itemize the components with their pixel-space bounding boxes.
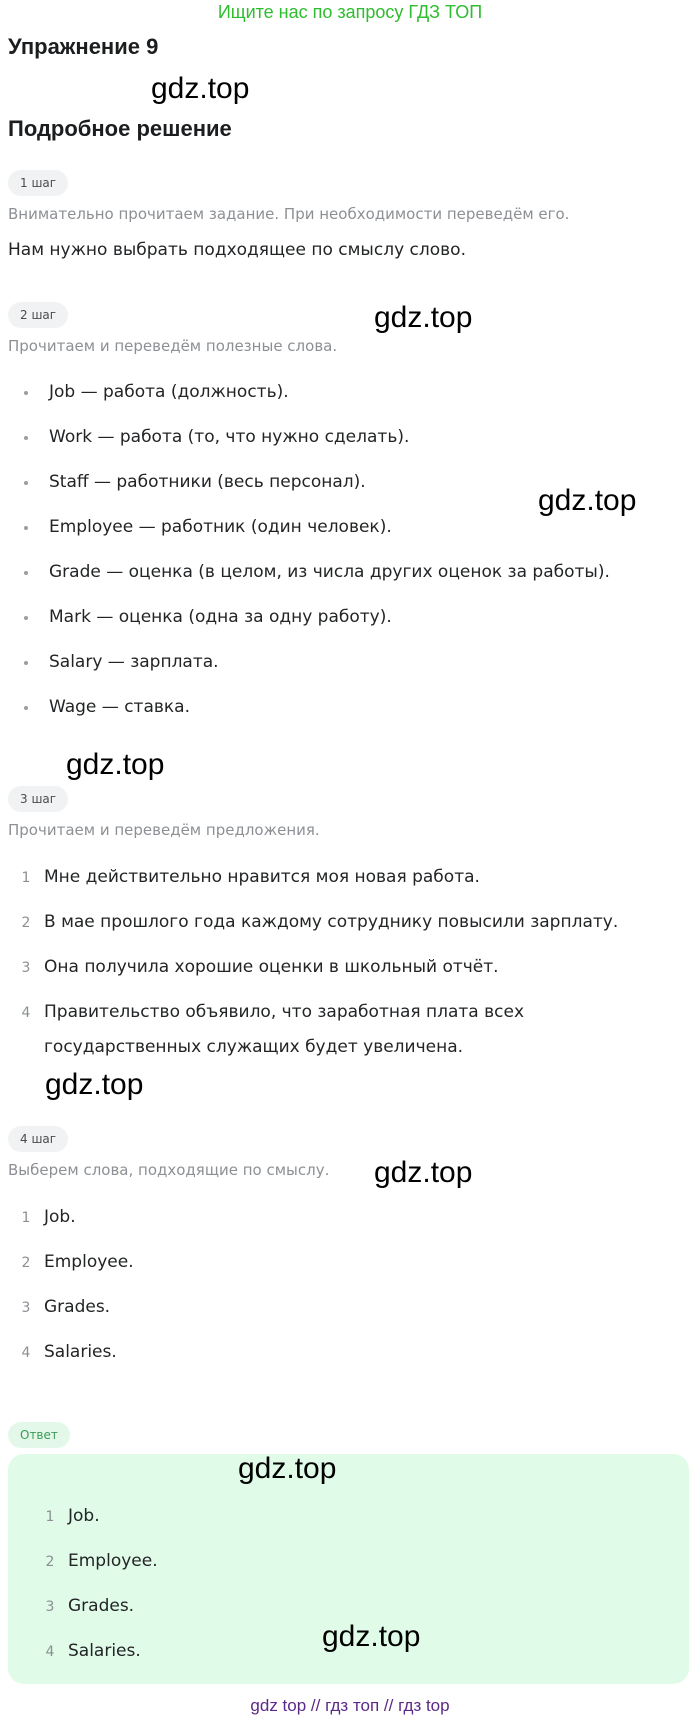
watermark: gdz.top bbox=[238, 1452, 337, 1485]
bullet-dot bbox=[24, 391, 28, 395]
search-promo-banner: Ищите нас по запросу ГДЗ ТОП bbox=[217, 2, 483, 22]
list-item: 3 Она получила хорошие оценки в школьный отчёт. bbox=[21, 957, 499, 977]
step-3-hint: Прочитаем и переведём предложения. bbox=[8, 821, 320, 839]
list-item: Mark — оценка (одна за одну работу). bbox=[24, 606, 664, 651]
bullet-dot bbox=[24, 661, 28, 665]
list-item: Salary — зарплата. bbox=[24, 651, 664, 696]
bullet-dot bbox=[24, 526, 28, 530]
bullet-dot bbox=[24, 616, 28, 620]
bullet-dot bbox=[24, 481, 28, 485]
list-item: Job — работа (должность). bbox=[24, 381, 664, 426]
watermark: gdz.top bbox=[374, 1156, 473, 1189]
watermark: gdz.top bbox=[538, 484, 637, 517]
list-item: 2 Employee. bbox=[45, 1551, 158, 1571]
sentences-list bbox=[20, 866, 680, 1081]
step-3-badge: 3 шаг bbox=[8, 786, 68, 812]
step-2-badge: 2 шаг bbox=[8, 302, 68, 328]
list-item: 3 Grades. bbox=[45, 1596, 135, 1616]
selected-words-list bbox=[20, 1206, 680, 1386]
watermark: gdz.top bbox=[374, 301, 473, 334]
list-item: 2 Employee. bbox=[21, 1252, 134, 1272]
step-4-badge: 4 шаг bbox=[8, 1126, 68, 1152]
bullet-dot bbox=[24, 436, 28, 440]
list-item: Employee — работник (один человек). bbox=[24, 516, 664, 561]
step-2-hint: Прочитаем и переведём полезные слова. bbox=[8, 337, 338, 355]
step-1-hint: Внимательно прочитаем задание. При необходимости переведём его. bbox=[8, 205, 570, 223]
list-item: 4 Salaries. bbox=[45, 1641, 141, 1661]
step-1-badge: 1 шаг bbox=[8, 170, 68, 196]
watermark: gdz.top bbox=[45, 1068, 144, 1101]
solution-heading: Подробное решение bbox=[8, 116, 232, 141]
list-item: Grade — оценка (в целом, из числа других оценок за работы). bbox=[24, 561, 664, 606]
list-item: 1 Job. bbox=[21, 1207, 76, 1227]
list-item: 4 Salaries. bbox=[21, 1342, 117, 1362]
watermark: gdz.top bbox=[322, 1620, 421, 1653]
answer-list bbox=[44, 1505, 644, 1685]
footer-links[interactable]: gdz top // гдз топ // гдз top bbox=[250, 1696, 450, 1715]
list-item: Work — работа (то, что нужно сделать). bbox=[24, 426, 664, 471]
list-item: Staff — работники (весь персонал). bbox=[24, 471, 664, 516]
step-4-hint: Выберем слова, подходящие по смыслу. bbox=[8, 1161, 330, 1179]
answer-badge: Ответ bbox=[8, 1422, 70, 1448]
list-item: 3 Grades. bbox=[21, 1297, 111, 1317]
step-1-text: Нам нужно выбрать подходящее по смыслу слово. bbox=[8, 240, 466, 260]
bullet-dot bbox=[24, 571, 28, 575]
list-item: 4 Правительство объявило, что заработная плата всех государственных служащих будет увеличена. bbox=[21, 1002, 525, 1057]
exercise-title: Упражнение 9 bbox=[8, 34, 159, 59]
list-item: 1 Мне действительно нравится моя новая работа. bbox=[21, 867, 480, 887]
list-item: Wage — ставка. bbox=[24, 696, 664, 741]
vocabulary-list bbox=[24, 381, 664, 741]
bullet-dot bbox=[24, 706, 28, 710]
watermark: gdz.top bbox=[66, 748, 165, 781]
list-item: 2 В мае прошлого года каждому сотруднику повысили зарплату. bbox=[21, 912, 619, 932]
list-item: 1 Job. bbox=[45, 1506, 100, 1526]
watermark: gdz.top bbox=[151, 72, 250, 105]
